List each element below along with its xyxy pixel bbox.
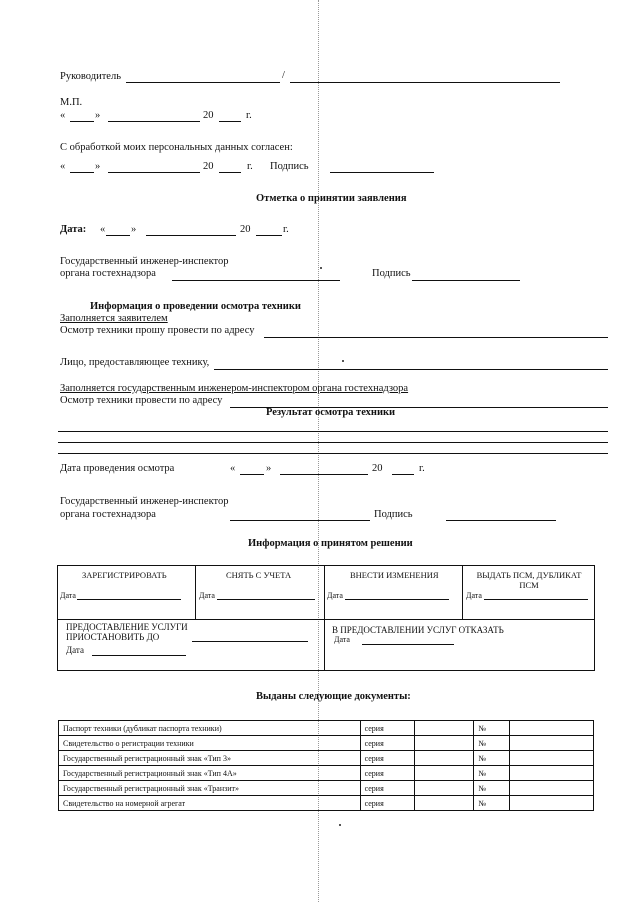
inspection-day-line[interactable] (240, 474, 264, 475)
document-number-field[interactable] (510, 766, 594, 781)
decision-psm-date-label: Дата (466, 591, 482, 600)
consent-month-line[interactable] (108, 172, 200, 173)
inspection-quote-open: « (230, 463, 236, 474)
document-series-field[interactable] (414, 766, 474, 781)
documents-title: Выданы следующие документы: (256, 691, 411, 702)
consent-year-line[interactable] (219, 172, 241, 173)
acceptance-quote-open: « (100, 224, 106, 235)
document-series-label: серия (360, 751, 414, 766)
document-number-label: № (474, 766, 510, 781)
refuse-date-line[interactable] (362, 644, 454, 645)
document-series-label: серия (360, 736, 414, 751)
inspector-note: Заполняется государственным инженером-инспектором органа гостехнадзора (60, 383, 409, 394)
decision-title: Информация о принятом решении (248, 538, 413, 549)
document-series-label: серия (360, 721, 414, 736)
acceptance-signature-label: Подпись (372, 268, 411, 279)
inspection-title: Информация о проведении осмотра техники (90, 301, 301, 312)
document-row (59, 781, 594, 796)
mp-label: М.П. (60, 97, 83, 108)
decision-register-label: ЗАРЕГИСТРИРОВАТЬ (82, 570, 167, 580)
document-series-field[interactable] (414, 796, 474, 811)
document-number-label: № (474, 721, 510, 736)
result-title: Результат осмотра техники (266, 407, 396, 418)
inspection-inspector-line1: Государственный инженер-инспектор (60, 496, 229, 507)
year-line[interactable] (219, 121, 241, 122)
applicant-note: Заполняется заявителем (60, 313, 168, 324)
inspection-month-line[interactable] (280, 474, 368, 475)
document-row (59, 751, 594, 766)
inspection-signature-label: Подпись (374, 509, 413, 520)
document-name: Государственный регистрационный знак «Транзит» (59, 781, 361, 796)
document-name: Свидетельство о регистрации техники (59, 736, 361, 751)
document-series-field[interactable] (414, 721, 474, 736)
refuse-label: В ПРЕДОСТАВЛЕНИИ УСЛУГ ОТКАЗАТЬ (332, 625, 504, 635)
document-number-field[interactable] (510, 736, 594, 751)
address-request-label: Осмотр техники прошу провести по адресу (60, 325, 255, 336)
decision-row-divider (57, 619, 595, 620)
documents-table (58, 720, 594, 811)
decision-col-divider-1 (195, 565, 196, 619)
acceptance-signature-line[interactable] (412, 280, 520, 281)
consent-signature-line[interactable] (330, 172, 434, 173)
scan-speck (320, 267, 322, 269)
acceptance-inspector-line1: Государственный инженер-инспектор (60, 256, 229, 267)
document-name: Государственный регистрационный знак «Тип 4А» (59, 766, 361, 781)
day-line[interactable] (70, 121, 94, 122)
document-series-field[interactable] (414, 781, 474, 796)
director-name-line[interactable] (126, 82, 280, 83)
suspend-date-label: Дата (66, 645, 84, 655)
consent-signature-label: Подпись (270, 161, 309, 172)
document-series-label: серия (360, 796, 414, 811)
acceptance-year-line[interactable] (256, 235, 282, 236)
document-series-label: серия (360, 781, 414, 796)
decision-psm-date-line[interactable] (484, 599, 588, 600)
document-row (59, 796, 594, 811)
suspend-label-line1: ПРЕДОСТАВЛЕНИЕ УСЛУГИ (66, 622, 188, 632)
inspection-inspector-name-line[interactable] (230, 520, 370, 521)
consent-quote-open: « (60, 161, 66, 172)
director-signature-line[interactable] (290, 82, 560, 83)
decision-col-divider-3 (462, 565, 463, 619)
acceptance-date-label: Дата: (60, 224, 87, 235)
suspend-label-line2: ПРИОСТАНОВИТЬ ДО (66, 632, 160, 642)
address-do-label: Осмотр техники провести по адресу (60, 395, 223, 406)
scan-speck (339, 824, 341, 826)
document-series-label: серия (360, 766, 414, 781)
consent-year-prefix: 20 (203, 161, 214, 172)
document-number-label: № (474, 781, 510, 796)
acceptance-inspector-name-line[interactable] (172, 280, 340, 281)
slash: / (282, 70, 285, 81)
decision-deregister-label: СНЯТЬ С УЧЕТА (226, 570, 292, 580)
acceptance-day-line[interactable] (106, 235, 130, 236)
decision-change-date-label: Дата (327, 591, 343, 600)
document-number-field[interactable] (510, 796, 594, 811)
acceptance-quote-close: » (131, 224, 137, 235)
document-name: Государственный регистрационный знак «Тип 3» (59, 751, 361, 766)
inspection-inspector-line2: органа гостехнадзора (60, 509, 156, 520)
decision-deregister-date-label: Дата (199, 591, 215, 600)
document-number-label: № (474, 751, 510, 766)
decision-psm-label: ВЫДАТЬ ПСМ, ДУБЛИКАТ ПСМ (476, 570, 582, 590)
quote-open: « (60, 110, 66, 121)
acceptance-year-prefix: 20 (240, 224, 251, 235)
acceptance-month-line[interactable] (146, 235, 236, 236)
inspection-year-prefix: 20 (372, 463, 383, 474)
suspend-date-line[interactable] (92, 655, 186, 656)
inspection-date-label: Дата проведения осмотра (60, 463, 175, 474)
document-row (59, 766, 594, 781)
decision-change-date-line[interactable] (345, 599, 449, 600)
document-number-label: № (474, 736, 510, 751)
provider-label: Лицо, предоставляющее технику, (60, 357, 210, 368)
consent-year-suffix: г. (247, 161, 253, 172)
provider-line[interactable] (214, 369, 608, 370)
month-line[interactable] (108, 121, 200, 122)
refuse-date-label: Дата (334, 635, 350, 644)
document-number-field[interactable] (510, 721, 594, 736)
scan-speck (342, 360, 344, 362)
document-series-field[interactable] (414, 751, 474, 766)
document-series-field[interactable] (414, 736, 474, 751)
inspection-year-line[interactable] (392, 474, 414, 475)
decision-register-date-line[interactable] (77, 599, 181, 600)
document-row (59, 721, 594, 736)
document-number-field[interactable] (510, 781, 594, 796)
suspend-until-line[interactable] (192, 641, 308, 642)
result-line-3[interactable] (58, 453, 608, 454)
inspection-quote-close: » (266, 463, 272, 474)
address-request-line[interactable] (264, 337, 608, 338)
director-label: Руководитель (60, 71, 121, 82)
decision-register-date-label: Дата (60, 591, 76, 600)
decision-deregister-date-line[interactable] (217, 599, 315, 600)
decision-change-label: ВНЕСТИ ИЗМЕНЕНИЯ (350, 570, 439, 580)
decision-col-divider-2 (324, 565, 325, 671)
quote-close: » (95, 110, 101, 121)
acceptance-title: Отметка о принятии заявления (256, 193, 407, 204)
year-prefix: 20 (203, 110, 214, 121)
inspection-year-suffix: г. (419, 463, 425, 474)
consent-day-line[interactable] (70, 172, 94, 173)
inspection-signature-line[interactable] (446, 520, 556, 521)
acceptance-inspector-line2: органа гостехнадзора (60, 268, 156, 279)
document-number-label: № (474, 796, 510, 811)
consent-text: С обработкой моих персональных данных согласен: (60, 142, 293, 153)
result-line-1[interactable] (58, 431, 608, 432)
document-name: Свидетельство на номерной агрегат (59, 796, 361, 811)
acceptance-year-suffix: г. (283, 224, 289, 235)
document-row (59, 736, 594, 751)
year-suffix: г. (246, 110, 252, 121)
consent-quote-close: » (95, 161, 101, 172)
document-name: Паспорт техники (дубликат паспорта техники) (59, 721, 361, 736)
document-number-field[interactable] (510, 751, 594, 766)
result-line-2[interactable] (58, 442, 608, 443)
